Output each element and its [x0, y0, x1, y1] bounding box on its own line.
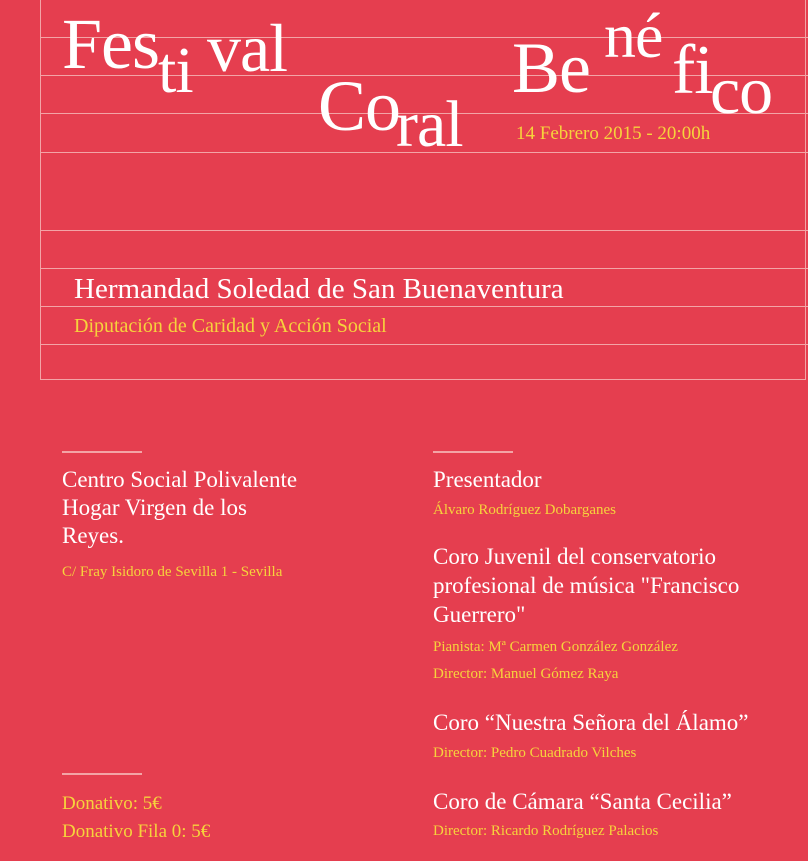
title-ral: ral [396, 88, 463, 161]
donation-line-1: Donativo: 5€ [62, 793, 162, 814]
choir2-director: Director: Pedro Cuadrado Vilches [433, 745, 637, 761]
choir1-line-2: profesional de música "Francisco [433, 573, 740, 598]
choir3-name: Coro de Cámara “Santa Cecilia” [433, 789, 732, 814]
title-fes: Fes [62, 4, 160, 84]
donation-line-2: Donativo Fila 0: 5€ [62, 821, 211, 842]
title-fi: fi [672, 32, 713, 109]
choir1-line-1: Coro Juvenil del conservatorio [433, 544, 716, 569]
choir1-line-3: Guerrero" [433, 602, 526, 627]
choir2-name: Coro “Nuestra Señora del Álamo” [433, 710, 749, 735]
venue-line-2: Hogar Virgen de los [62, 495, 247, 520]
title-val: val [207, 10, 288, 86]
venue-address: C/ Fray Isidoro de Sevilla 1 - Sevilla [62, 564, 283, 580]
staff-line [40, 306, 808, 307]
choir1-director: Director: Manuel Gómez Raya [433, 666, 619, 682]
staff-line [40, 268, 808, 269]
event-date: 14 Febrero 2015 - 20:00h [516, 123, 711, 144]
title-be: Be [512, 28, 590, 108]
organizer-department: Diputación de Caridad y Acción Social [74, 315, 387, 337]
donation-divider [62, 773, 142, 775]
venue-line-1: Centro Social Polivalente [62, 467, 298, 492]
presenter-name: Álvaro Rodríguez Dobarganes [433, 502, 617, 518]
staff-line [40, 344, 808, 345]
venue-line-3: Reyes. [62, 523, 124, 548]
choir3-director: Director: Ricardo Rodríguez Palacios [433, 823, 659, 839]
staff-line [40, 230, 808, 231]
title-co: Co [318, 66, 401, 146]
title-co-end: co [710, 52, 773, 128]
organizer-name: Hermandad Soledad de San Buenaventura [74, 273, 564, 305]
choir1-pianist: Pianista: Mª Carmen González González [433, 639, 678, 655]
program-divider [433, 451, 513, 453]
title-ne: né [604, 0, 663, 71]
venue-divider [62, 451, 142, 453]
presenter-label: Presentador [433, 467, 542, 492]
title-ti: ti [158, 34, 193, 107]
